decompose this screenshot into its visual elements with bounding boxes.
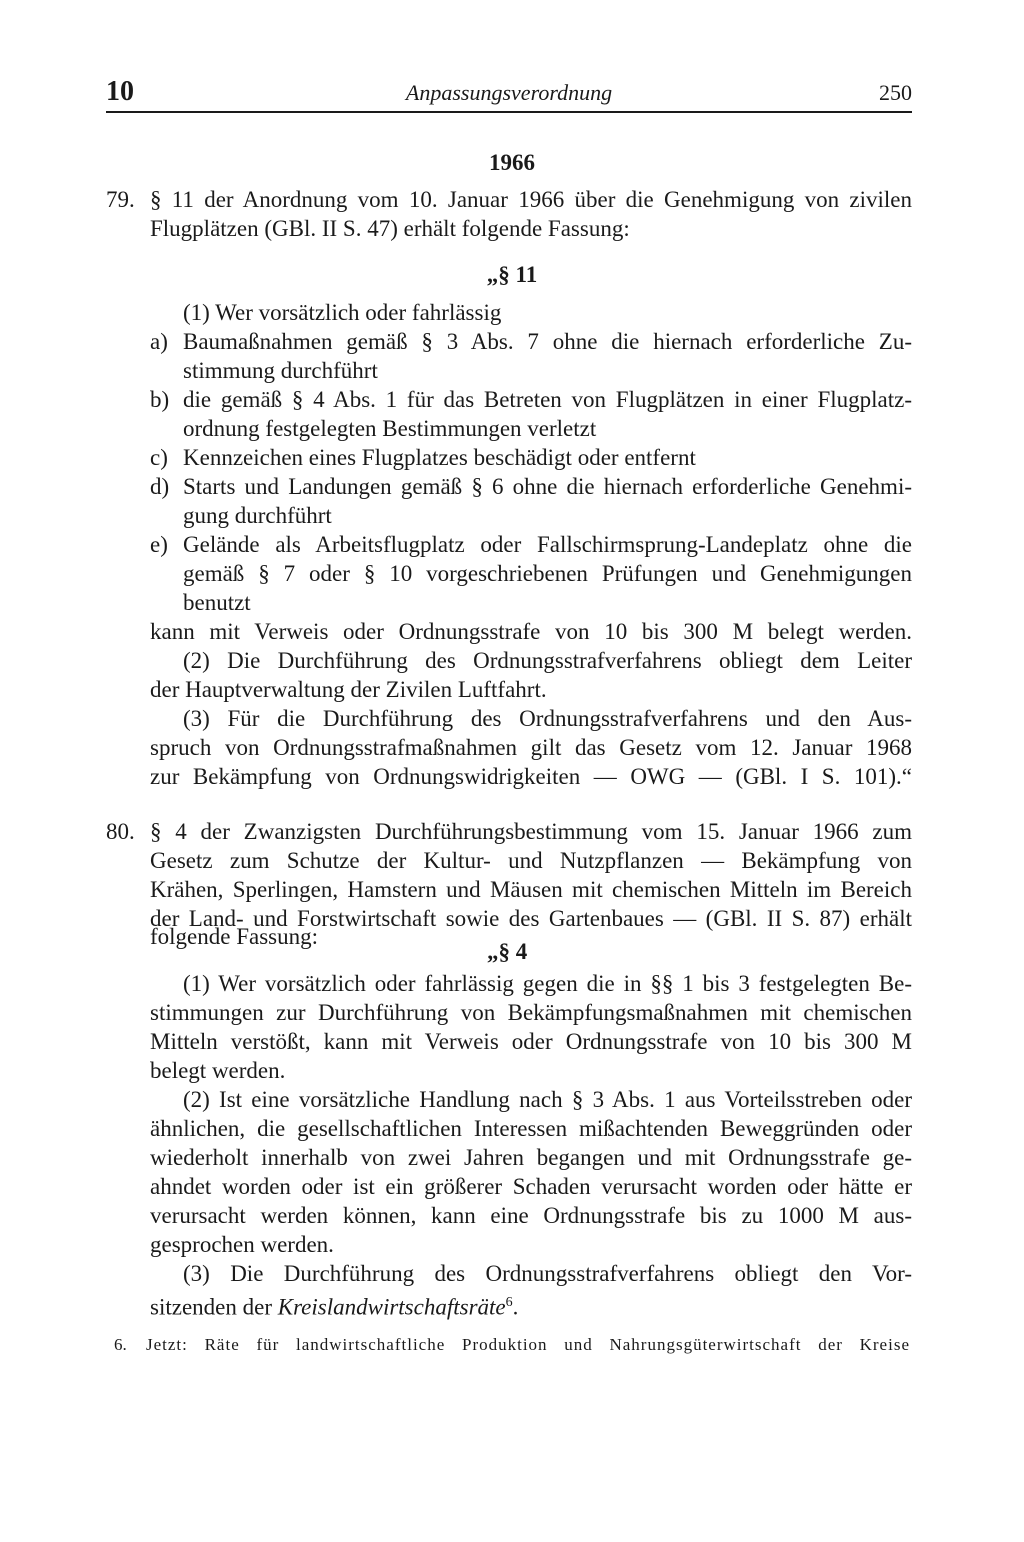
paragraph-text: stimmungen zur Durchführung von Bekämpfungsmaßnahmen mit chemischen <box>150 1000 912 1025</box>
list-item-line: gemäß § 7 oder § 10 vorgeschriebenen Prüfungen und Genehmigungen <box>183 561 912 586</box>
section-heading: „§ 11 <box>486 262 538 287</box>
header-rule <box>106 111 912 113</box>
item80-intro-line: folgende Fassung: <box>150 924 319 949</box>
page-header <box>106 72 912 112</box>
list-item-line: Baumaßnahmen gemäß § 3 Abs. 7 ohne die hiernach erforderliche Zu- <box>183 329 912 354</box>
paragraph-text: ähnlichen, die gesellschaftlichen Interessen mißachtenden Beweggründen oder <box>150 1116 912 1141</box>
list-marker: d) <box>150 474 170 499</box>
list-marker: b) <box>150 387 170 412</box>
chapter-number: 10 <box>106 76 134 107</box>
item-number: 80. <box>106 819 135 844</box>
paragraph-text: verursacht werden können, kann eine Ordnungsstrafe bis zu 1000 M aus- <box>150 1203 912 1228</box>
paragraph-text: gesprochen werden. <box>150 1232 334 1257</box>
page-number: 250 <box>879 80 912 105</box>
emphasized-term: Kreislandwirtschaftsräte <box>277 1294 506 1320</box>
list-item-line: Kennzeichen eines Flugplatzes beschädigt oder entfernt <box>183 445 696 470</box>
paragraph-text: ahndet worden oder ist ein größerer Schaden verursacht worden oder hätte er <box>150 1174 912 1199</box>
list-item-line: ordnung festgelegten Bestimmungen verletzt <box>183 416 597 441</box>
paragraph-text <box>150 1288 518 1322</box>
paragraph-text: wiederholt innerhalb von zwei Jahren begangen und mit Ordnungsstrafe ge- <box>150 1145 912 1170</box>
item79-intro-line: § 11 der Anordnung vom 10. Januar 1966 über die Genehmigung von zivilen <box>150 187 912 212</box>
section-heading: „§ 4 <box>487 939 528 964</box>
footnote-number: 6. <box>114 1335 127 1354</box>
footnote-reference[interactable]: 6 <box>505 1295 513 1310</box>
paragraph-text: (1) Wer vorsätzlich oder fahrlässig <box>183 300 502 325</box>
list-item-line: benutzt <box>183 590 251 615</box>
paragraph-text: der Hauptverwaltung der Zivilen Luftfahrt. <box>150 677 547 702</box>
item80-intro-line: der Land- und Forstwirtschaft sowie des Gartenbaues — (GBl. II S. 87) erhält <box>150 906 912 931</box>
paragraph-text: Mitteln verstößt, kann mit Verweis oder Ordnungsstrafe von 10 bis 300 M <box>150 1029 912 1054</box>
item80-intro-line: § 4 der Zwanzigsten Durchführungsbestimmung vom 15. Januar 1966 zum <box>150 819 912 844</box>
paragraph-text: (3) Die Durchführung des Ordnungsstrafverfahrens obliegt den Vor- <box>183 1261 912 1286</box>
running-title: Anpassungsverordnung <box>405 80 613 105</box>
list-item-line: Gelände als Arbeitsflugplatz oder Fallschirmsprung-Landeplatz ohne die <box>183 532 912 557</box>
item80-intro-line: Krähen, Sperlingen, Hamstern und Mäusen mit chemischen Mitteln im Bereich <box>150 877 912 902</box>
list-item-line: gung durchführt <box>183 503 332 528</box>
paragraph-text: (1) Wer vorsätzlich oder fahrlässig gegen die in §§ 1 bis 3 festgelegten Be- <box>183 971 912 996</box>
list-marker: e) <box>150 532 168 557</box>
paragraph-text: zur Bekämpfung von Ordnungswidrigkeiten — OWG — (GBl. I S. 101).“ <box>150 764 912 789</box>
paragraph-text: spruch von Ordnungsstrafmaßnahmen gilt das Gesetz vom 12. Januar 1968 <box>150 735 912 760</box>
list-item-line: stimmung durchführt <box>183 358 378 383</box>
paragraph-text: (2) Die Durchführung des Ordnungsstrafverfahrens obliegt dem Leiter <box>183 648 912 673</box>
list-item-line: die gemäß § 4 Abs. 1 für das Betreten von Flugplätzen in einer Flugplatz- <box>183 387 912 412</box>
list-item-line: Starts und Landungen gemäß § 6 ohne die hiernach erforderliche Genehmi- <box>183 474 912 499</box>
paragraph-text: kann mit Verweis oder Ordnungsstrafe von 10 bis 300 M belegt werden. <box>150 619 912 644</box>
item79-intro-line: Flugplätzen (GBl. II S. 47) erhält folgende Fassung: <box>150 216 630 241</box>
item-number: 79. <box>106 187 135 212</box>
paragraph-text-prefix: sitzenden der <box>150 1294 278 1320</box>
paragraph-text: belegt werden. <box>150 1058 286 1083</box>
year-heading: 1966 <box>489 150 535 175</box>
paragraph-text-suffix: . <box>512 1294 519 1320</box>
list-marker: a) <box>150 329 168 354</box>
paragraph-text: (2) Ist eine vorsätzliche Handlung nach § 3 Abs. 1 aus Vorteilsstreben oder <box>183 1087 912 1112</box>
item80-intro-line: Gesetz zum Schutze der Kultur- und Nutzpflanzen — Bekämpfung von <box>150 848 912 873</box>
footnote-text: Jetzt: Räte für landwirtschaftliche Produktion und Nahrungsgüterwirtschaft der Kreise <box>146 1335 910 1354</box>
list-marker: c) <box>150 445 168 470</box>
paragraph-text: (3) Für die Durchführung des Ordnungsstrafverfahrens und den Aus- <box>183 706 912 731</box>
